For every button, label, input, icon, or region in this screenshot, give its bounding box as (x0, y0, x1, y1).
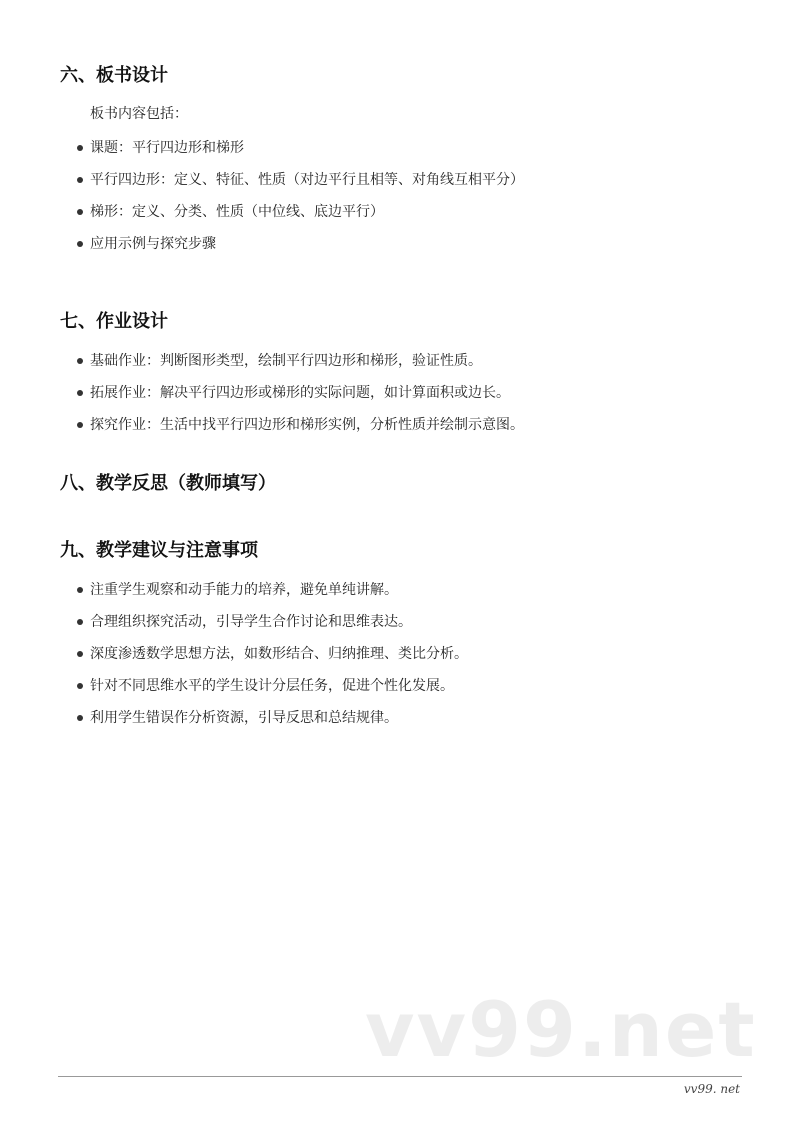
bullet-list (60, 581, 750, 727)
list-item (60, 352, 750, 370)
bullet-icon (77, 715, 83, 721)
list-item (60, 581, 750, 599)
list-item (60, 677, 750, 695)
list-item-text: 针对不同思维水平的学生设计分层任务，促进个性化发展。 (90, 678, 454, 694)
bullet-icon (77, 651, 83, 657)
section-teaching-reflection (60, 473, 750, 495)
bullet-icon (77, 683, 83, 689)
watermark: vv99.net (365, 985, 757, 1074)
list-item (60, 709, 750, 727)
bullet-list (60, 352, 750, 434)
list-item (60, 235, 750, 253)
list-item (60, 171, 750, 189)
list-item-text: 深度渗透数学思想方法，如数形结合、归纳推理、类比分析。 (90, 646, 468, 662)
list-item-text: 课题：平行四边形和梯形 (90, 140, 244, 156)
list-item-text: 利用学生错误作分析资源，引导反思和总结规律。 (90, 710, 398, 726)
list-item (60, 416, 750, 434)
list-item (60, 645, 750, 663)
list-item-text: 合理组织探究活动，引导学生合作讨论和思维表达。 (90, 614, 412, 630)
list-item (60, 613, 750, 631)
list-item-text: 平行四边形：定义、特征、性质（对边平行且相等、对角线互相平分） (90, 172, 524, 188)
section-teaching-suggestions (60, 540, 750, 727)
section-heading: 九、教学建议与注意事项 (60, 540, 258, 561)
list-item-text: 基础作业：判断图形类型，绘制平行四边形和梯形，验证性质。 (90, 353, 482, 369)
section-intro: 板书内容包括： (90, 106, 188, 122)
bullet-icon (77, 390, 83, 396)
list-item-text: 梯形：定义、分类、性质（中位线、底边平行） (90, 204, 384, 220)
bullet-icon (77, 587, 83, 593)
list-item (60, 384, 750, 402)
footer-site-label: vv99. net (683, 1082, 740, 1096)
bullet-icon (77, 145, 83, 151)
list-item-text: 应用示例与探究步骤 (90, 236, 216, 252)
bullet-list (60, 139, 750, 253)
section-heading: 八、教学反思（教师填写） (60, 473, 276, 494)
list-item-text: 拓展作业：解决平行四边形或梯形的实际问题，如计算面积或边长。 (90, 385, 510, 401)
section-homework-design (60, 311, 750, 434)
bullet-icon (77, 209, 83, 215)
bullet-icon (77, 177, 83, 183)
bullet-icon (77, 241, 83, 247)
list-item-text: 探究作业：生活中找平行四边形和梯形实例，分析性质并绘制示意图。 (90, 417, 524, 433)
footer-divider (58, 1076, 742, 1077)
list-item-text: 注重学生观察和动手能力的培养，避免单纯讲解。 (90, 582, 398, 598)
list-item (60, 139, 750, 157)
bullet-icon (77, 422, 83, 428)
section-heading: 六、板书设计 (60, 65, 168, 86)
section-board-design (60, 65, 750, 253)
bullet-icon (77, 619, 83, 625)
list-item (60, 203, 750, 221)
bullet-icon (77, 358, 83, 364)
section-heading: 七、作业设计 (60, 311, 168, 332)
